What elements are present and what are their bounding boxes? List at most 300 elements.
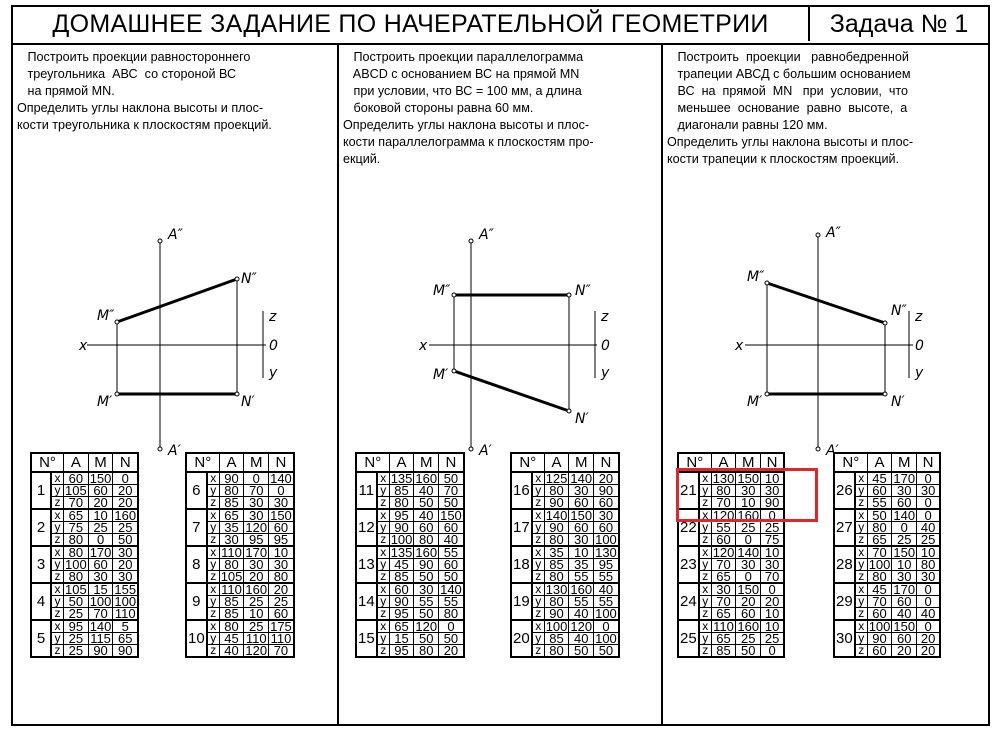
coordinate-cell: 40 <box>594 583 619 596</box>
coordinate-cell: 30 <box>244 497 269 510</box>
coordinate-cell: 110 <box>221 545 242 560</box>
coordinate-cell: 0 <box>917 583 941 596</box>
axis-label: z <box>532 645 545 658</box>
coordinate-cell: 80 <box>917 559 941 571</box>
coordinate-cell: 25 <box>892 534 917 547</box>
coordinate-cell: 80 <box>64 571 89 584</box>
variant-number: 23 <box>678 546 699 583</box>
axis-label: x <box>699 472 712 485</box>
coordinate-cell: 150 <box>440 508 462 523</box>
coordinate-cell: 25 <box>917 534 941 547</box>
coordinate-cell: 100 <box>545 619 568 634</box>
axis-label: y <box>377 485 390 497</box>
axis-label: x <box>51 472 64 485</box>
coordinate-cell: 80 <box>64 534 89 547</box>
axis-label: z <box>377 534 390 547</box>
coordinate-cell: 10 <box>761 608 785 621</box>
coordinate-cell: 55 <box>711 522 736 534</box>
coordinate-cell: 160 <box>415 471 438 486</box>
coordinate-cell: 70 <box>761 571 785 584</box>
label-x: x <box>735 338 744 354</box>
variant-table <box>510 452 620 658</box>
task-text-line: Построить проекции равностороннего <box>17 50 251 64</box>
axis-label: x <box>377 509 390 522</box>
coordinate-cell: 80 <box>439 608 464 621</box>
coordinate-cell: 30 <box>917 571 941 584</box>
coordinate-cell: 0 <box>917 497 941 510</box>
label-z: z <box>601 309 609 325</box>
label-m2: M″ <box>97 308 115 324</box>
coordinate-cell: 50 <box>113 534 138 547</box>
coordinate-cell: 20 <box>761 596 785 608</box>
coordinate-cell: 25 <box>64 645 89 658</box>
axis-label: x <box>377 620 390 633</box>
coordinate-cell: 15 <box>389 633 414 645</box>
coordinate-cell: 40 <box>892 608 917 621</box>
variant-number: 6 <box>186 472 207 509</box>
coordinate-cell: 40 <box>917 608 941 621</box>
axis-label: y <box>532 596 545 608</box>
axis-label: z <box>377 645 390 658</box>
coordinate-cell: 40 <box>219 645 244 658</box>
coordinate-cell: 40 <box>414 485 439 497</box>
label-x: x <box>79 338 88 354</box>
coordinate-cell: 20 <box>269 583 294 596</box>
coordinate-cell: 170 <box>245 545 268 560</box>
header-a: A <box>867 453 892 472</box>
label-a2: A″ <box>826 225 841 241</box>
coordinate-cell: 65 <box>867 534 892 547</box>
coordinate-cell: 60 <box>892 633 917 645</box>
coordinate-cell: 80 <box>414 645 439 658</box>
axis-label: z <box>532 608 545 621</box>
coordinate-cell: 170 <box>893 582 916 597</box>
coordinate-cell: 25 <box>736 633 761 645</box>
point-a1 <box>158 447 162 451</box>
axis-label: x <box>51 583 64 596</box>
coordinate-cell: 175 <box>270 619 292 634</box>
axis-label: y <box>207 485 220 497</box>
coordinate-cell: 20 <box>917 645 941 658</box>
axis-label: z <box>699 608 712 621</box>
label-y: y <box>269 365 278 381</box>
coordinate-cell: 40 <box>917 522 941 534</box>
coordinate-cell: 30 <box>569 534 594 547</box>
coordinate-cell: 160 <box>737 508 760 523</box>
point-a1 <box>816 447 820 451</box>
label-a1: A′ <box>479 443 492 459</box>
variant-number: 12 <box>356 509 377 546</box>
coordinate-cell: 40 <box>414 509 439 522</box>
header-a: A <box>544 453 569 472</box>
point-m2 <box>115 320 119 324</box>
axis-label: y <box>51 522 64 534</box>
variant-number: 4 <box>31 583 51 620</box>
coordinate-cell: 80 <box>269 571 294 584</box>
coordinate-cell: 95 <box>269 534 294 547</box>
coordinate-cell: 30 <box>219 534 244 547</box>
coordinate-cell: 0 <box>269 485 294 497</box>
label-a1: A′ <box>826 443 839 459</box>
variant-table <box>185 452 295 658</box>
coordinate-cell: 50 <box>414 571 439 584</box>
coordinate-cell: 60 <box>64 472 89 485</box>
coordinate-cell: 70 <box>711 596 736 608</box>
variant-number: 27 <box>834 509 855 546</box>
coordinate-cell: 95 <box>389 509 414 522</box>
coordinate-cell: 120 <box>712 545 735 560</box>
variant-number: 11 <box>356 472 377 509</box>
coordinate-cell: 50 <box>439 497 464 510</box>
coordinate-cell: 25 <box>64 608 89 621</box>
coordinate-cell: 105 <box>65 483 87 498</box>
coordinate-cell: 65 <box>711 608 736 621</box>
axis-label: y <box>377 522 390 534</box>
coordinate-cell: 105 <box>220 569 243 584</box>
coordinate-cell: 60 <box>88 559 113 571</box>
coordinate-cell: 110 <box>713 619 734 634</box>
axis-label: y <box>207 522 220 534</box>
axis-label: z <box>699 497 712 510</box>
coordinate-cell: 85 <box>711 645 736 658</box>
coordinate-cell: 100 <box>390 532 413 547</box>
coordinate-cell: 150 <box>270 508 292 523</box>
axis-label: y <box>207 633 220 645</box>
coordinate-cell: 55 <box>867 497 892 510</box>
coordinate-cell: 90 <box>594 485 619 497</box>
coordinate-cell: 155 <box>114 582 137 597</box>
coordinate-cell: 60 <box>439 522 464 534</box>
axis-label: x <box>207 583 220 596</box>
axis-label: y <box>377 596 390 608</box>
label-y: y <box>601 365 610 381</box>
coordinate-cell: 80 <box>544 596 569 608</box>
axis-label: z <box>699 645 712 658</box>
coordinate-cell: 60 <box>569 497 594 510</box>
coordinate-cell: 120 <box>712 508 735 523</box>
header-n: N <box>113 453 138 472</box>
label-z: z <box>269 309 277 325</box>
coordinate-cell: 140 <box>545 508 568 523</box>
task-text-line: треугольника АВС со стороной ВС <box>17 67 237 81</box>
header-m: M <box>414 453 439 472</box>
coordinate-cell: 70 <box>711 497 736 510</box>
coordinate-cell: 10 <box>736 497 761 510</box>
coordinate-cell: 110 <box>113 608 138 621</box>
variant-number: 18 <box>511 546 532 583</box>
point-m2 <box>452 293 456 297</box>
point-n2 <box>567 293 571 297</box>
label-a2: A″ <box>479 227 494 243</box>
coordinate-cell: 30 <box>892 571 917 584</box>
axis-label: z <box>51 534 64 547</box>
coordinate-cell: 150 <box>737 582 760 597</box>
variant-number: 26 <box>834 472 855 509</box>
axis-label: z <box>855 571 868 584</box>
task-text-line: меньшее основание равно высоте, а <box>667 101 908 115</box>
coordinate-cell: 80 <box>867 571 892 584</box>
coordinate-cell: 20 <box>244 571 269 584</box>
coordinate-cell: 80 <box>544 571 569 584</box>
coordinate-cell: 100 <box>868 619 891 634</box>
axis-label: x <box>855 583 868 596</box>
coordinate-cell: 70 <box>867 546 892 559</box>
coordinate-cell: 0 <box>439 620 464 633</box>
point-a2 <box>158 239 162 243</box>
variant-number: 14 <box>356 583 377 620</box>
axis-label: y <box>377 559 390 571</box>
coordinate-cell: 35 <box>569 559 594 571</box>
coordinate-cell: 80 <box>711 485 736 497</box>
coordinate-cell: 10 <box>761 546 785 559</box>
variant-number: 22 <box>678 509 699 546</box>
coordinate-cell: 10 <box>917 546 941 559</box>
task-text-line: ABCD с основанием ВС на прямой MN <box>343 67 580 81</box>
point-m1 <box>115 392 119 396</box>
coordinate-cell: 40 <box>569 608 594 621</box>
coordinate-cell: 30 <box>88 571 113 584</box>
task-text-line: Определить углы наклона высоты и плос- <box>343 118 590 132</box>
variant-number: 29 <box>834 583 855 620</box>
axis-label: x <box>855 546 868 559</box>
axis-label: x <box>377 546 390 559</box>
coordinate-cell: 140 <box>440 582 462 597</box>
label-n2: N″ <box>575 283 591 299</box>
line-mn-frontal <box>117 279 237 322</box>
axis-label: z <box>207 497 220 510</box>
coordinate-cell: 30 <box>414 583 439 596</box>
coordinate-cell: 55 <box>594 596 619 608</box>
coordinate-cell: 90 <box>544 522 569 534</box>
coordinate-cell: 60 <box>892 596 917 608</box>
coordinate-cell: 160 <box>245 582 268 597</box>
coordinate-cell: 105 <box>65 582 87 597</box>
coordinate-cell: 50 <box>569 645 594 658</box>
axis-label: x <box>699 620 712 633</box>
coordinate-cell: 45 <box>389 559 414 571</box>
coordinate-cell: 140 <box>89 619 112 634</box>
coordinate-cell: 95 <box>594 559 619 571</box>
coordinate-cell: 40 <box>439 534 464 547</box>
variant-number: 20 <box>511 620 532 657</box>
axis-label: x <box>51 546 64 559</box>
coordinate-cell: 30 <box>761 559 785 571</box>
axis-label: z <box>51 571 64 584</box>
coordinate-cell: 30 <box>711 583 736 596</box>
axis-label: z <box>855 534 868 547</box>
coordinate-cell: 30 <box>761 485 785 497</box>
coordinate-cell: 65 <box>711 571 736 584</box>
coordinate-cell: 60 <box>594 522 619 534</box>
coordinate-cell: 20 <box>113 485 138 497</box>
point-a1 <box>469 447 473 451</box>
coordinate-cell: 70 <box>88 608 113 621</box>
coordinate-cell: 150 <box>893 545 916 560</box>
coordinate-cell: 55 <box>439 596 464 608</box>
variant-number: 30 <box>834 620 855 657</box>
coordinate-cell: 90 <box>88 645 113 658</box>
axis-label: x <box>855 509 868 522</box>
coordinate-cell: 95 <box>389 608 414 621</box>
coordinate-cell: 70 <box>867 596 892 608</box>
axis-label: y <box>699 522 712 534</box>
coordinate-cell: 80 <box>544 534 569 547</box>
coordinate-cell: 85 <box>389 571 414 584</box>
coordinate-cell: 25 <box>88 522 113 534</box>
sheet-title: ДОМАШНЕЕ ЗАДАНИЕ ПО НАЧЕРАТЕЛЬНОЙ ГЕОМЕТРИИ <box>13 7 810 41</box>
axis-label: y <box>855 633 868 645</box>
coordinate-cell: 70 <box>439 485 464 497</box>
axis-label: y <box>699 559 712 571</box>
coordinate-cell: 20 <box>917 633 941 645</box>
variant-number: 8 <box>186 546 207 583</box>
coordinate-cell: 0 <box>736 534 761 547</box>
axis-label: x <box>377 583 390 596</box>
coordinate-cell: 130 <box>712 471 735 486</box>
axis-label: y <box>532 633 545 645</box>
coordinate-cell: 35 <box>219 522 244 534</box>
axis-label: y <box>855 522 868 534</box>
coordinate-cell: 30 <box>113 571 138 584</box>
coordinate-cell: 100 <box>89 594 112 609</box>
projection-diagram-1 <box>13 183 339 486</box>
point-n1 <box>883 392 887 396</box>
point-a2 <box>816 233 820 237</box>
coordinate-cell: 25 <box>736 522 761 534</box>
coordinate-cell: 85 <box>219 608 244 621</box>
header-a: A <box>711 453 736 472</box>
task-text-line: кости параллелограмма к плоскостям про- <box>343 135 594 149</box>
header-n: N <box>761 453 785 472</box>
coordinate-cell: 10 <box>88 509 113 522</box>
coordinate-cell: 20 <box>88 497 113 510</box>
task-text-line: трапеции АВСД с большим основанием <box>667 67 911 81</box>
axis-label: z <box>207 608 220 621</box>
axis-label: y <box>532 522 545 534</box>
coordinate-cell: 70 <box>269 645 294 658</box>
axis-label: y <box>51 559 64 571</box>
coordinate-cell: 90 <box>113 645 138 658</box>
variant-number: 25 <box>678 620 699 657</box>
coordinate-cell: 20 <box>892 645 917 658</box>
coordinate-cell: 30 <box>736 559 761 571</box>
coordinate-cell: 25 <box>64 633 89 645</box>
variant-number: 17 <box>511 509 532 546</box>
coordinate-cell: 20 <box>594 472 619 485</box>
coordinate-cell: 30 <box>736 485 761 497</box>
axis-label: y <box>699 633 712 645</box>
axis-label: y <box>207 559 220 571</box>
projection-diagram-3 <box>663 183 988 486</box>
coordinate-cell: 55 <box>594 571 619 584</box>
axis-label: y <box>855 596 868 608</box>
coordinate-cell: 60 <box>88 485 113 497</box>
coordinate-cell: 30 <box>244 509 269 522</box>
header-no: N° <box>186 453 219 472</box>
coordinate-cell: 60 <box>867 485 892 497</box>
coordinate-cell: 30 <box>269 559 294 571</box>
coordinate-cell: 0 <box>113 472 138 485</box>
coordinate-cell: 25 <box>761 522 785 534</box>
task-number: Задача № 1 <box>829 10 969 38</box>
coordinate-cell: 35 <box>544 546 569 559</box>
header-n: N <box>594 453 619 472</box>
coordinate-cell: 100 <box>114 594 137 609</box>
coordinate-cell: 150 <box>893 619 916 634</box>
header-no: N° <box>678 453 711 472</box>
task-text-line: на прямой MN. <box>17 84 115 98</box>
coordinate-cell: 160 <box>415 545 438 560</box>
axis-label: z <box>532 534 545 547</box>
axis-label: x <box>207 546 220 559</box>
coordinate-cell: 90 <box>544 608 569 621</box>
header-n: N <box>439 453 464 472</box>
coordinate-cell: 120 <box>245 520 268 535</box>
coordinate-cell: 45 <box>219 633 244 645</box>
coordinate-cell: 70 <box>64 497 89 510</box>
coordinate-cell: 120 <box>570 619 593 634</box>
coordinate-cell: 80 <box>867 522 892 534</box>
coordinate-cell: 95 <box>244 534 269 547</box>
axis-label: z <box>699 571 712 584</box>
task-text-line: боковой стороны равна 60 мм. <box>343 101 534 115</box>
coordinate-cell: 50 <box>439 633 464 645</box>
coordinate-cell: 140 <box>893 508 916 523</box>
coordinate-cell: 30 <box>244 559 269 571</box>
variant-number: 9 <box>186 583 207 620</box>
coordinate-cell: 125 <box>545 471 568 486</box>
axis-label: z <box>855 608 868 621</box>
coordinate-cell: 55 <box>414 596 439 608</box>
coordinate-cell: 0 <box>761 583 785 596</box>
axis-label: z <box>51 497 64 510</box>
task-text-line: ВС на прямой MN при условии, что <box>667 84 909 98</box>
variant-number: 24 <box>678 583 699 620</box>
projection-diagram-2 <box>339 183 663 486</box>
header-no: N° <box>31 453 64 472</box>
header-m: M <box>892 453 917 472</box>
coordinate-cell: 80 <box>389 497 414 510</box>
variant-number: 3 <box>31 546 51 583</box>
coordinate-cell: 90 <box>414 559 439 571</box>
axis-label: x <box>532 472 545 485</box>
coordinate-cell: 85 <box>389 485 414 497</box>
coordinate-cell: 50 <box>414 633 439 645</box>
coordinate-cell: 90 <box>219 472 244 485</box>
axis-label: x <box>855 472 868 485</box>
coordinate-cell: 50 <box>414 608 439 621</box>
coordinate-cell: 10 <box>569 546 594 559</box>
point-m2 <box>765 281 769 285</box>
coordinate-cell: 0 <box>917 509 941 522</box>
axis-label: y <box>855 559 868 571</box>
variant-table <box>833 452 941 658</box>
coordinate-cell: 30 <box>892 485 917 497</box>
axis-label: y <box>377 633 390 645</box>
coordinate-cell: 25 <box>761 633 785 645</box>
coordinate-cell: 30 <box>594 509 619 522</box>
header-m: M <box>88 453 113 472</box>
task-text-line: диагонали равны 120 мм. <box>667 118 828 132</box>
variant-table <box>30 452 139 658</box>
coordinate-cell: 60 <box>414 522 439 534</box>
coordinate-cell: 50 <box>439 472 464 485</box>
coordinate-cell: 50 <box>736 645 761 658</box>
coordinate-cell: 40 <box>569 633 594 645</box>
coordinate-cell: 60 <box>439 559 464 571</box>
coordinate-cell: 45 <box>867 472 892 485</box>
coordinate-cell: 100 <box>595 532 617 547</box>
